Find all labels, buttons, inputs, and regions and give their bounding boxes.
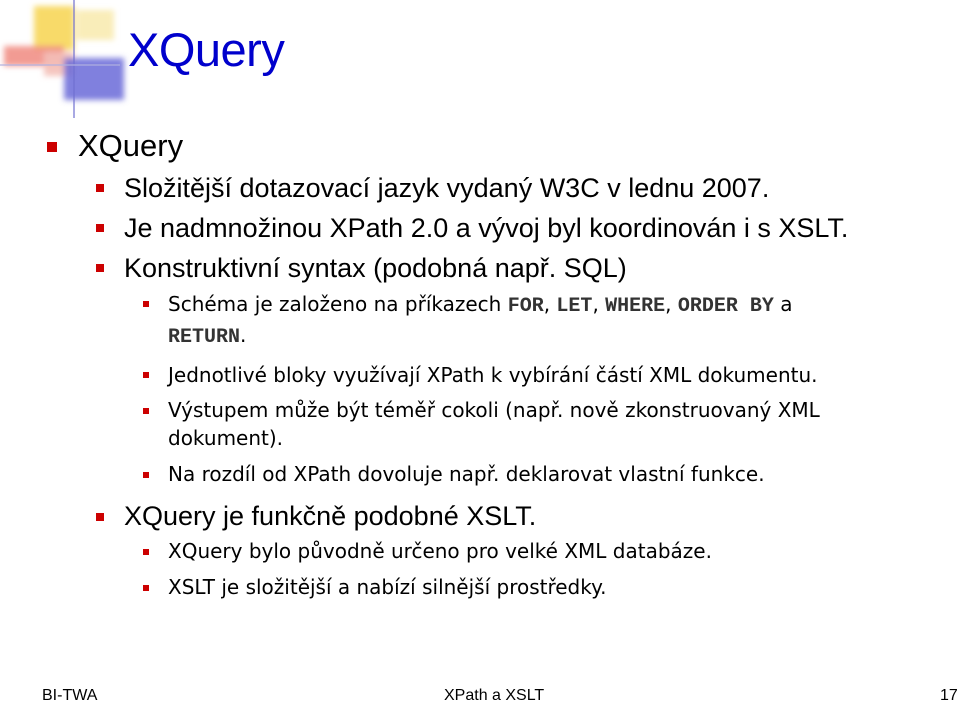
bullet-level2: Složitější dotazovací jazyk vydaný W3C v lednu 2007. [124,173,770,203]
separator: , [543,292,557,316]
keyword-return: RETURN [168,326,241,349]
text-span: Schéma je založeno na příkazech [168,292,508,316]
footer-page-number: 17 [940,687,958,704]
bullet-level3-continuation: dokument). [168,426,284,450]
bullet-level3: XSLT je složitější a nabízí silnější prostředky. [168,575,607,599]
bullet-level2: Je nadmnožinou XPath 2.0 a vývoj byl koordinován i s XSLT. [124,213,849,243]
bullet-level2: Konstruktivní syntax (podobná např. SQL) [124,253,627,283]
separator: , [592,292,606,316]
bullet-square-icon [96,264,104,272]
bullet-square-icon [47,142,57,152]
bullet-level3-continuation [168,325,246,348]
text-span: . [240,323,247,347]
bullet-square-icon [96,224,104,232]
bullet-square-icon [96,513,104,521]
bullet-square-icon [143,549,149,555]
separator: , [665,292,678,316]
bullet-level3 [168,294,793,317]
bullet-square-icon [143,585,149,591]
keyword-let: LET [556,295,593,318]
bullet-square-icon [143,301,149,307]
footer-topic: XPath a XSLT [444,687,545,704]
bullet-level2: XQuery je funkčně podobné XSLT. [124,501,537,531]
keyword-order-by: ORDER BY [677,295,774,318]
bullet-square-icon [143,408,149,414]
bullet-level3: Jednotlivé bloky využívají XPath k vybírání částí XML dokumentu. [168,363,818,387]
keyword-where: WHERE [605,295,666,318]
footer-course-code: BI-TWA [42,687,98,704]
bullet-level3: Na rozdíl od XPath dovoluje např. deklarovat vlastní funkce. [168,462,765,486]
text-span: a [773,292,793,316]
bullet-square-icon [143,472,149,478]
bullet-square-icon [96,184,104,192]
decorative-squares-logo [0,0,130,118]
bullet-level1: XQuery [78,128,184,163]
bullet-level3: Výstupem může být téměř cokoli (např. nově zkonstruovaný XML [168,398,820,422]
keyword-for: FOR [507,295,544,318]
bullet-square-icon [143,372,149,378]
bullet-level3: XQuery bylo původně určeno pro velké XML databáze. [168,539,712,563]
slide-title: XQuery [128,23,285,76]
